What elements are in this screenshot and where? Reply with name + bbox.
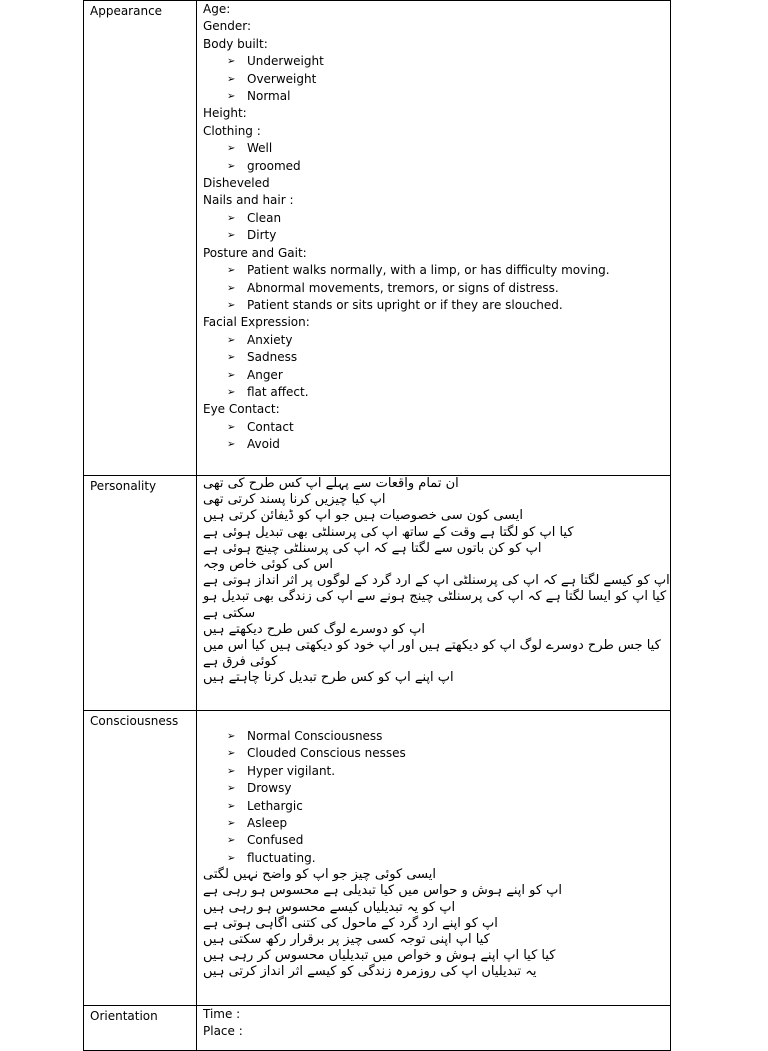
- appearance-content: [197, 1, 671, 476]
- field-label: Disheveled: [203, 176, 270, 191]
- bullet-text: flat affect.: [247, 384, 309, 399]
- bullet-text: Dirty: [247, 228, 277, 243]
- urdu-question: کیا جس طرح دوسرے لوگ اپ کو دیکھتے ہیں اور اپ خود کو دیکھتی ہیں کیا اس میں کوئی فرق ہے: [203, 638, 661, 670]
- field-label: Clothing :: [203, 123, 261, 138]
- bullet-item: [203, 798, 664, 815]
- row-orientation: [84, 1006, 671, 1051]
- bullet-item: [203, 332, 664, 349]
- arrow-bullet-icon: ➢: [227, 299, 236, 311]
- arrow-bullet-icon: ➢: [227, 852, 236, 864]
- arrow-bullet-icon: ➢: [227, 439, 236, 451]
- bullet-text: Patient stands or sits upright or if they are slouched.: [247, 297, 563, 312]
- bullet-text: Sadness: [247, 350, 298, 365]
- row-personality: [84, 476, 671, 711]
- bullet-text: Hyper vigilant.: [247, 763, 336, 778]
- urdu-question: کیا اپ کو لگتا ہے وقت کے ساتھ اپ کی پرسنلٹی بھی تبدیل ہوئی ہے: [203, 524, 574, 540]
- arrow-bullet-icon: ➢: [227, 282, 236, 294]
- arrow-bullet-icon: ➢: [227, 265, 236, 277]
- bullet-item: [203, 384, 664, 401]
- bullet-text: Clean: [247, 210, 282, 225]
- bullet-item: [203, 53, 664, 70]
- bullet-item: [203, 349, 664, 366]
- bullet-text: Clouded Conscious nesses: [247, 746, 406, 761]
- bullet-item: [203, 419, 664, 436]
- bullet-item: [203, 140, 664, 157]
- bullet-item: [203, 227, 664, 244]
- personality-questions: [203, 476, 673, 687]
- urdu-question: اپ اپنے اپ کو کس طرح تبدیل کرنا چاہتے ہیں: [203, 670, 454, 686]
- bullet-text: Overweight: [247, 71, 317, 86]
- arrow-bullet-icon: ➢: [227, 800, 236, 812]
- field-label: Eye Contact:: [203, 402, 280, 417]
- consciousness-questions: [203, 867, 673, 980]
- arrow-bullet-icon: ➢: [227, 748, 236, 760]
- bullet-text: Lethargic: [247, 798, 303, 813]
- field-label: Time :: [203, 1007, 241, 1021]
- arrow-bullet-icon: ➢: [227, 783, 236, 795]
- urdu-question: یہ تبدیلیاں اپ کی روزمرہ زندگی کو کیسے اثر انداز کرتی ہیں: [203, 964, 537, 980]
- label-orientation: Orientation: [84, 1006, 197, 1051]
- bullet-item: [203, 850, 664, 867]
- bullet-item: [203, 210, 664, 227]
- bullet-item: [203, 297, 664, 314]
- urdu-question: اپ کو کیسے لگتا ہے کہ اپ کی پرسنلٹی اپ کے ارد گرد کے لوگوں پر اثر انداز ہوتی ہے: [203, 573, 670, 589]
- bullet-item: [203, 832, 664, 849]
- urdu-question: کیا اپ کو ایسا لگتا ہے کہ اپ کی پرسنلٹی چینج ہونے سے اپ کی زندگی بھی تبدیل ہو سکتی ہے: [203, 589, 667, 621]
- urdu-question: اپ کو یہ تبدیلیاں کیسے محسوس ہو رہی ہیں: [203, 899, 456, 915]
- field-label: Facial Expression:: [203, 315, 310, 330]
- arrow-bullet-icon: ➢: [227, 731, 236, 742]
- field-label: Posture and Gait:: [203, 245, 307, 260]
- urdu-question: کیا کیا اپ اپنے ہوش و خواص میں تبدیلیاں محسوس کر رہی ہیں: [203, 948, 556, 964]
- bullet-text: Underweight: [247, 54, 324, 69]
- bullet-text: Normal Consciousness: [247, 729, 383, 743]
- arrow-bullet-icon: ➢: [227, 212, 236, 224]
- arrow-bullet-icon: ➢: [227, 818, 236, 830]
- bullet-text: Patient walks normally, with a limp, or has difficulty moving.: [247, 263, 610, 278]
- bullet-text: Contact: [247, 419, 294, 434]
- bullet-item: [203, 262, 664, 279]
- bullet-item: [203, 88, 664, 105]
- bullet-item: [203, 745, 664, 762]
- bullet-item: [203, 280, 664, 297]
- arrow-bullet-icon: ➢: [227, 835, 236, 847]
- orientation-content: [197, 1006, 671, 1051]
- bullet-item: [203, 815, 664, 832]
- assessment-form: [83, 0, 670, 1039]
- label-appearance: Appearance: [84, 1, 197, 476]
- row-appearance: [84, 1, 671, 476]
- urdu-question: اپ کو اپنے ہوش و حواس میں کیا تبدیلی ہے محسوس ہو رہی ہے: [203, 883, 563, 899]
- field-label: Age:: [203, 2, 231, 16]
- arrow-bullet-icon: ➢: [227, 143, 236, 155]
- spacer: [203, 711, 664, 728]
- arrow-bullet-icon: ➢: [227, 765, 236, 777]
- bullet-text: Drowsy: [247, 781, 292, 796]
- bullet-item: [203, 436, 664, 453]
- label-consciousness: Consciousness: [84, 711, 197, 1006]
- arrow-bullet-icon: ➢: [227, 421, 236, 433]
- consciousness-content: [197, 711, 671, 1006]
- arrow-bullet-icon: ➢: [227, 73, 236, 85]
- label-personality: Personality: [84, 476, 197, 711]
- urdu-question: اپ کو اپنے ارد گرد کے ماحول کی کتنی اگاہی ہوتی ہے: [203, 915, 498, 931]
- urdu-question: اس کی کوئی خاص وجہ: [203, 557, 334, 573]
- urdu-question: ان تمام واقعات سے پہلے اپ کس طرح کی تھی: [203, 476, 459, 491]
- bullet-text: Well: [247, 141, 273, 156]
- personality-content: [197, 476, 671, 711]
- arrow-bullet-icon: ➢: [227, 352, 236, 364]
- arrow-bullet-icon: ➢: [227, 369, 236, 381]
- bullet-item: [203, 728, 664, 745]
- bullet-item: [203, 367, 664, 384]
- urdu-question: اپ کیا چیزیں کرنا پسند کرتی تھی: [203, 492, 386, 508]
- bullet-item: [203, 71, 664, 88]
- field-label: Gender:: [203, 19, 252, 34]
- bullet-text: Normal: [247, 89, 291, 104]
- arrow-bullet-icon: ➢: [227, 91, 236, 103]
- field-label: Place :: [203, 1024, 243, 1039]
- bullet-text: Asleep: [247, 816, 288, 831]
- field-label: Body built:: [203, 36, 268, 51]
- bullet-text: Anxiety: [247, 332, 293, 347]
- bullet-item: [203, 780, 664, 797]
- bullet-text: Anger: [247, 367, 283, 382]
- field-label: Height:: [203, 106, 247, 121]
- bullet-text: Abnormal movements, tremors, or signs of distress.: [247, 280, 559, 295]
- arrow-bullet-icon: ➢: [227, 386, 236, 398]
- arrow-bullet-icon: ➢: [227, 56, 236, 68]
- bullet-item: [203, 158, 664, 175]
- arrow-bullet-icon: ➢: [227, 334, 236, 346]
- urdu-question: کیا اپ اپنی توجہ کسی چیز پر برقرار رکھ سکتی ہیں: [203, 932, 490, 948]
- urdu-question: اپ کو کن باتوں سے لگتا ہے کہ اپ کی پرسنلٹی چینج ہوئی ہے: [203, 540, 542, 556]
- urdu-question: ایسی کون سی خصوصیات ہیں جو اپ کو ڈیفائن کرتی ہیں: [203, 508, 524, 524]
- bullet-text: fluctuating.: [247, 850, 316, 865]
- consciousness-options: [203, 728, 664, 867]
- bullet-text: Avoid: [247, 437, 280, 452]
- bullet-item: [203, 763, 664, 780]
- urdu-question: اپ کو دوسرے لوگ کس طرح دیکھتے ہیں: [203, 621, 425, 637]
- urdu-question: ایسی کوئی چیز جو اپ کو واضح نہیں لگتی: [203, 867, 436, 883]
- bullet-text: groomed: [247, 158, 301, 173]
- assessment-table: [83, 0, 671, 1051]
- arrow-bullet-icon: ➢: [227, 160, 236, 172]
- row-consciousness: [84, 711, 671, 1006]
- bullet-text: Confused: [247, 833, 304, 848]
- arrow-bullet-icon: ➢: [227, 230, 236, 242]
- field-label: Nails and hair :: [203, 193, 294, 208]
